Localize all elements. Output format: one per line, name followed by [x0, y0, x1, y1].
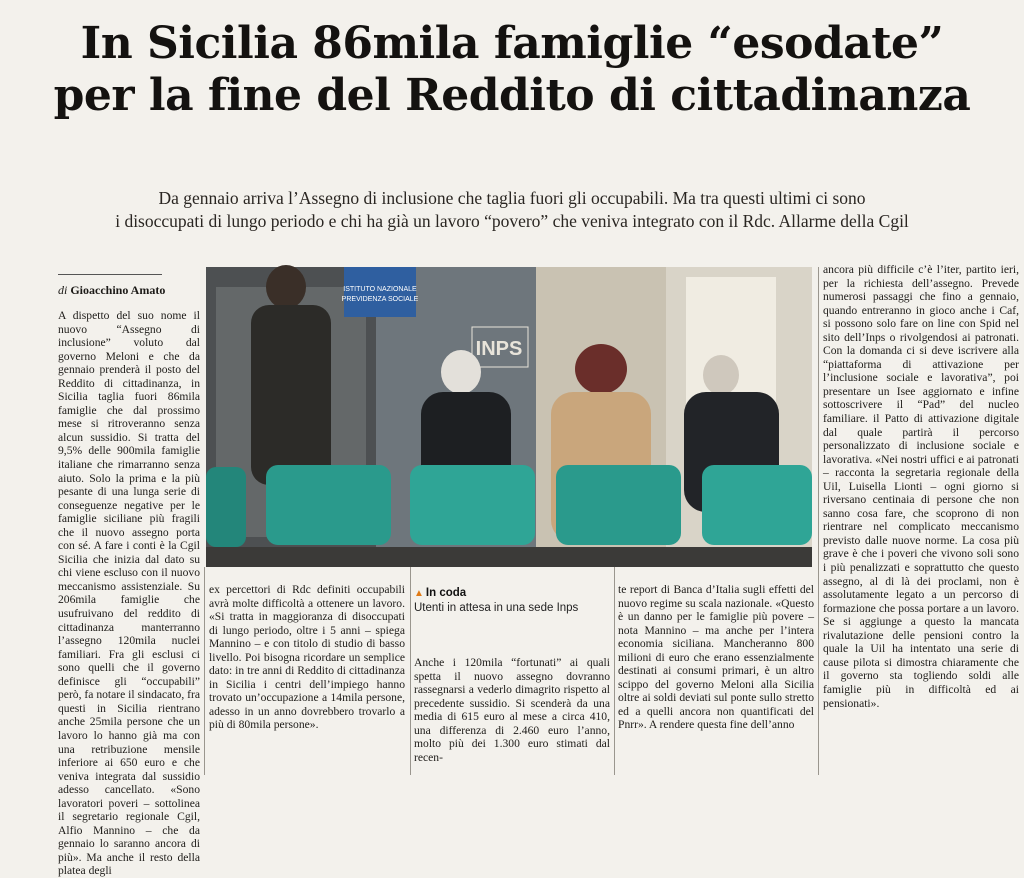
- sign-text-1: ISTITUTO NAZIONALE: [343, 286, 417, 293]
- chair: [702, 465, 812, 545]
- headline: [0, 18, 1024, 122]
- byline-prefix: di: [58, 283, 68, 297]
- chair: [556, 465, 681, 545]
- subheadline-line-1: Da gennaio arriva l’Assegno di inclusione che taglia fuori gli occupabili. Ma tra questi ultimi ci sono: [158, 188, 866, 208]
- byline: [58, 283, 165, 298]
- photo-caption-label: [414, 587, 466, 599]
- article-column-5: ancora più difficile c’è l’iter, partito ieri, per la richiesta dell’assegno. Prevede numerosi passaggi che fino a gennaio, quando entreranno in gioco anche i Caf, si possono solo fare on line con Spid nel sito dell’Inps o rivolgendosi ai patronati. Con la domanda ci si deve iscrivere alla “piattaforma di attivazione per l’inclusione sociale e lavorativa”, poi presentare un Isee aggiornato e infine sottoscrivere il “Pad” del nucleo familiare. il Patto di attivazione digitale dal quale partirà il percorso personalizzato di inclusione sociale e lavorativa. «Nei nostri uffici e ai patronati – racconta la segretaria regionale della Uil, Luisella Lionti – ogni giorno si riversano centinaia di persone che non sanno cosa fare, che scoprono di non rientrare nel complicato meccanismo previsto dalle nuove norme. La cosa più grave è che i poveri che vivono soli sono i più penalizzati e soprattutto che questo assegno, al di là dei proclami, non è assolutamente legato a un percorso di formazione che possa portare a un lavoro. Se si aggiunge a questo la mancata rivalutazione delle pensioni contro la quale la Uil ha intentato una serie di cause pilota si dimostra chiaramente che il governo sta togliendo soldi alle famiglie più in difficoltà ed ai pensionati».: [823, 263, 1019, 710]
- byline-author: Gioacchino Amato: [70, 283, 166, 297]
- triangle-icon: ▲: [414, 588, 424, 599]
- photo-caption: Utenti in attesa in una sede Inps: [414, 602, 579, 614]
- subheadline-line-2: i disoccupati di lungo periodo e chi ha già un lavoro “povero” che veniva integrato con il Rdc. Allarme della Cgil: [115, 211, 909, 231]
- column-divider: [204, 567, 205, 775]
- article-column-2: ex percettori di Rdc definiti occupabili avrà molte difficoltà a ottenere un lavoro. «Si tratta in maggioranza di disoccupati di lungo periodo, oltre i 5 anni – spiega Mannino – e con titolo di studio di basso livello. Poi bisogna ricordare un semplice dato: in tre anni di Reddito di cittadinanza in Sicilia i centri dell’impiego hanno trovato un’occupazione a 14mila persone, adesso in un anno dovrebbero trovarlo a più di 80mila persone».: [209, 583, 405, 732]
- article-column-4: te report di Banca d’Italia sugli effetti del nuovo regime su scala nazionale. «Questo è un danno per le famiglie più povere – nota Mannino – ma anche per l’intera economia siciliana. Mancheranno 800 milioni di euro che erano essenzialmente destinati ai consumi primari, è un altro scippo del governo Meloni alla Sicilia oltre ai soldi deviati sul ponte sullo stretto ed a quelli ancora non quantificati del Pnrr». A rendere questa fine dell’anno: [618, 583, 814, 732]
- article-photo: [206, 267, 812, 567]
- subheadline: [0, 187, 1024, 233]
- chair: [410, 465, 535, 545]
- byline-rule: [58, 274, 162, 275]
- article-column-1: A dispetto del suo nome il nuovo “Assegno di inclusione” voluto dal governo Meloni e che da gennaio prenderà il posto del Reddito di cittadinanza, in Sicilia taglia fuori 86mila famiglie che dal prossimo mese si ritroveranno senza alcun sussidio. Si tratta del 9,5% delle 900mila famiglie italiane che rimarranno senza aiuto. Solo la prima e la più pesante di una lunga serie di conseguenze negative per le famiglie siciliane più fragili che il nuovo assegno porta con sé. A fare i conti è la Cgil Sicilia che inizia dal dato su chi viene escluso con il nuovo meccanismo assistenziale. Su 206mila famiglie che usufruivano del reddito di cittadinanza manterranno l’assegno 120mila nuclei familiari. Fra gli esclusi ci sono quelli che il governo definisce gli “occupabili” però, fa notare il sindacato, fra questi in Sicilia rientrano anche 25mila persone che un lavoro lo hanno già ma con una retribuzione mensile inferiore ai 650 euro e che veniva integrata dal sussidio adesso cancellato. «Sono lavoratori poveri – sottolinea il segretario regionale Cgil, Alfio Mannino – che da gennaio lo saranno ancora di più». Ma anche il resto della platea degli: [58, 309, 200, 878]
- photo-illustration: [206, 267, 812, 567]
- headline-line-2: per la fine del Reddito di cittadinanza: [53, 70, 971, 121]
- caption-label-text: In coda: [425, 587, 467, 599]
- column-divider: [614, 567, 615, 775]
- article-column-3: Anche i 120mila “fortunati” ai quali spetta il nuovo assegno dovranno rassegnarsi a vederlo dimagrito rispetto al precedente sussidio. Si scenderà da una media di 615 euro al mese a circa 410, una differenza di 2.460 euro l’anno, molto più dei 1.300 euro stimati dal recen-: [414, 656, 610, 764]
- column-divider: [410, 567, 411, 775]
- headline-line-1: In Sicilia 86mila famiglie “esodate”: [80, 18, 944, 69]
- wall-text: INPS: [475, 338, 523, 360]
- column-divider: [818, 267, 819, 775]
- chair: [266, 465, 391, 545]
- sign-text-2: PREVIDENZA SOCIALE: [341, 296, 419, 303]
